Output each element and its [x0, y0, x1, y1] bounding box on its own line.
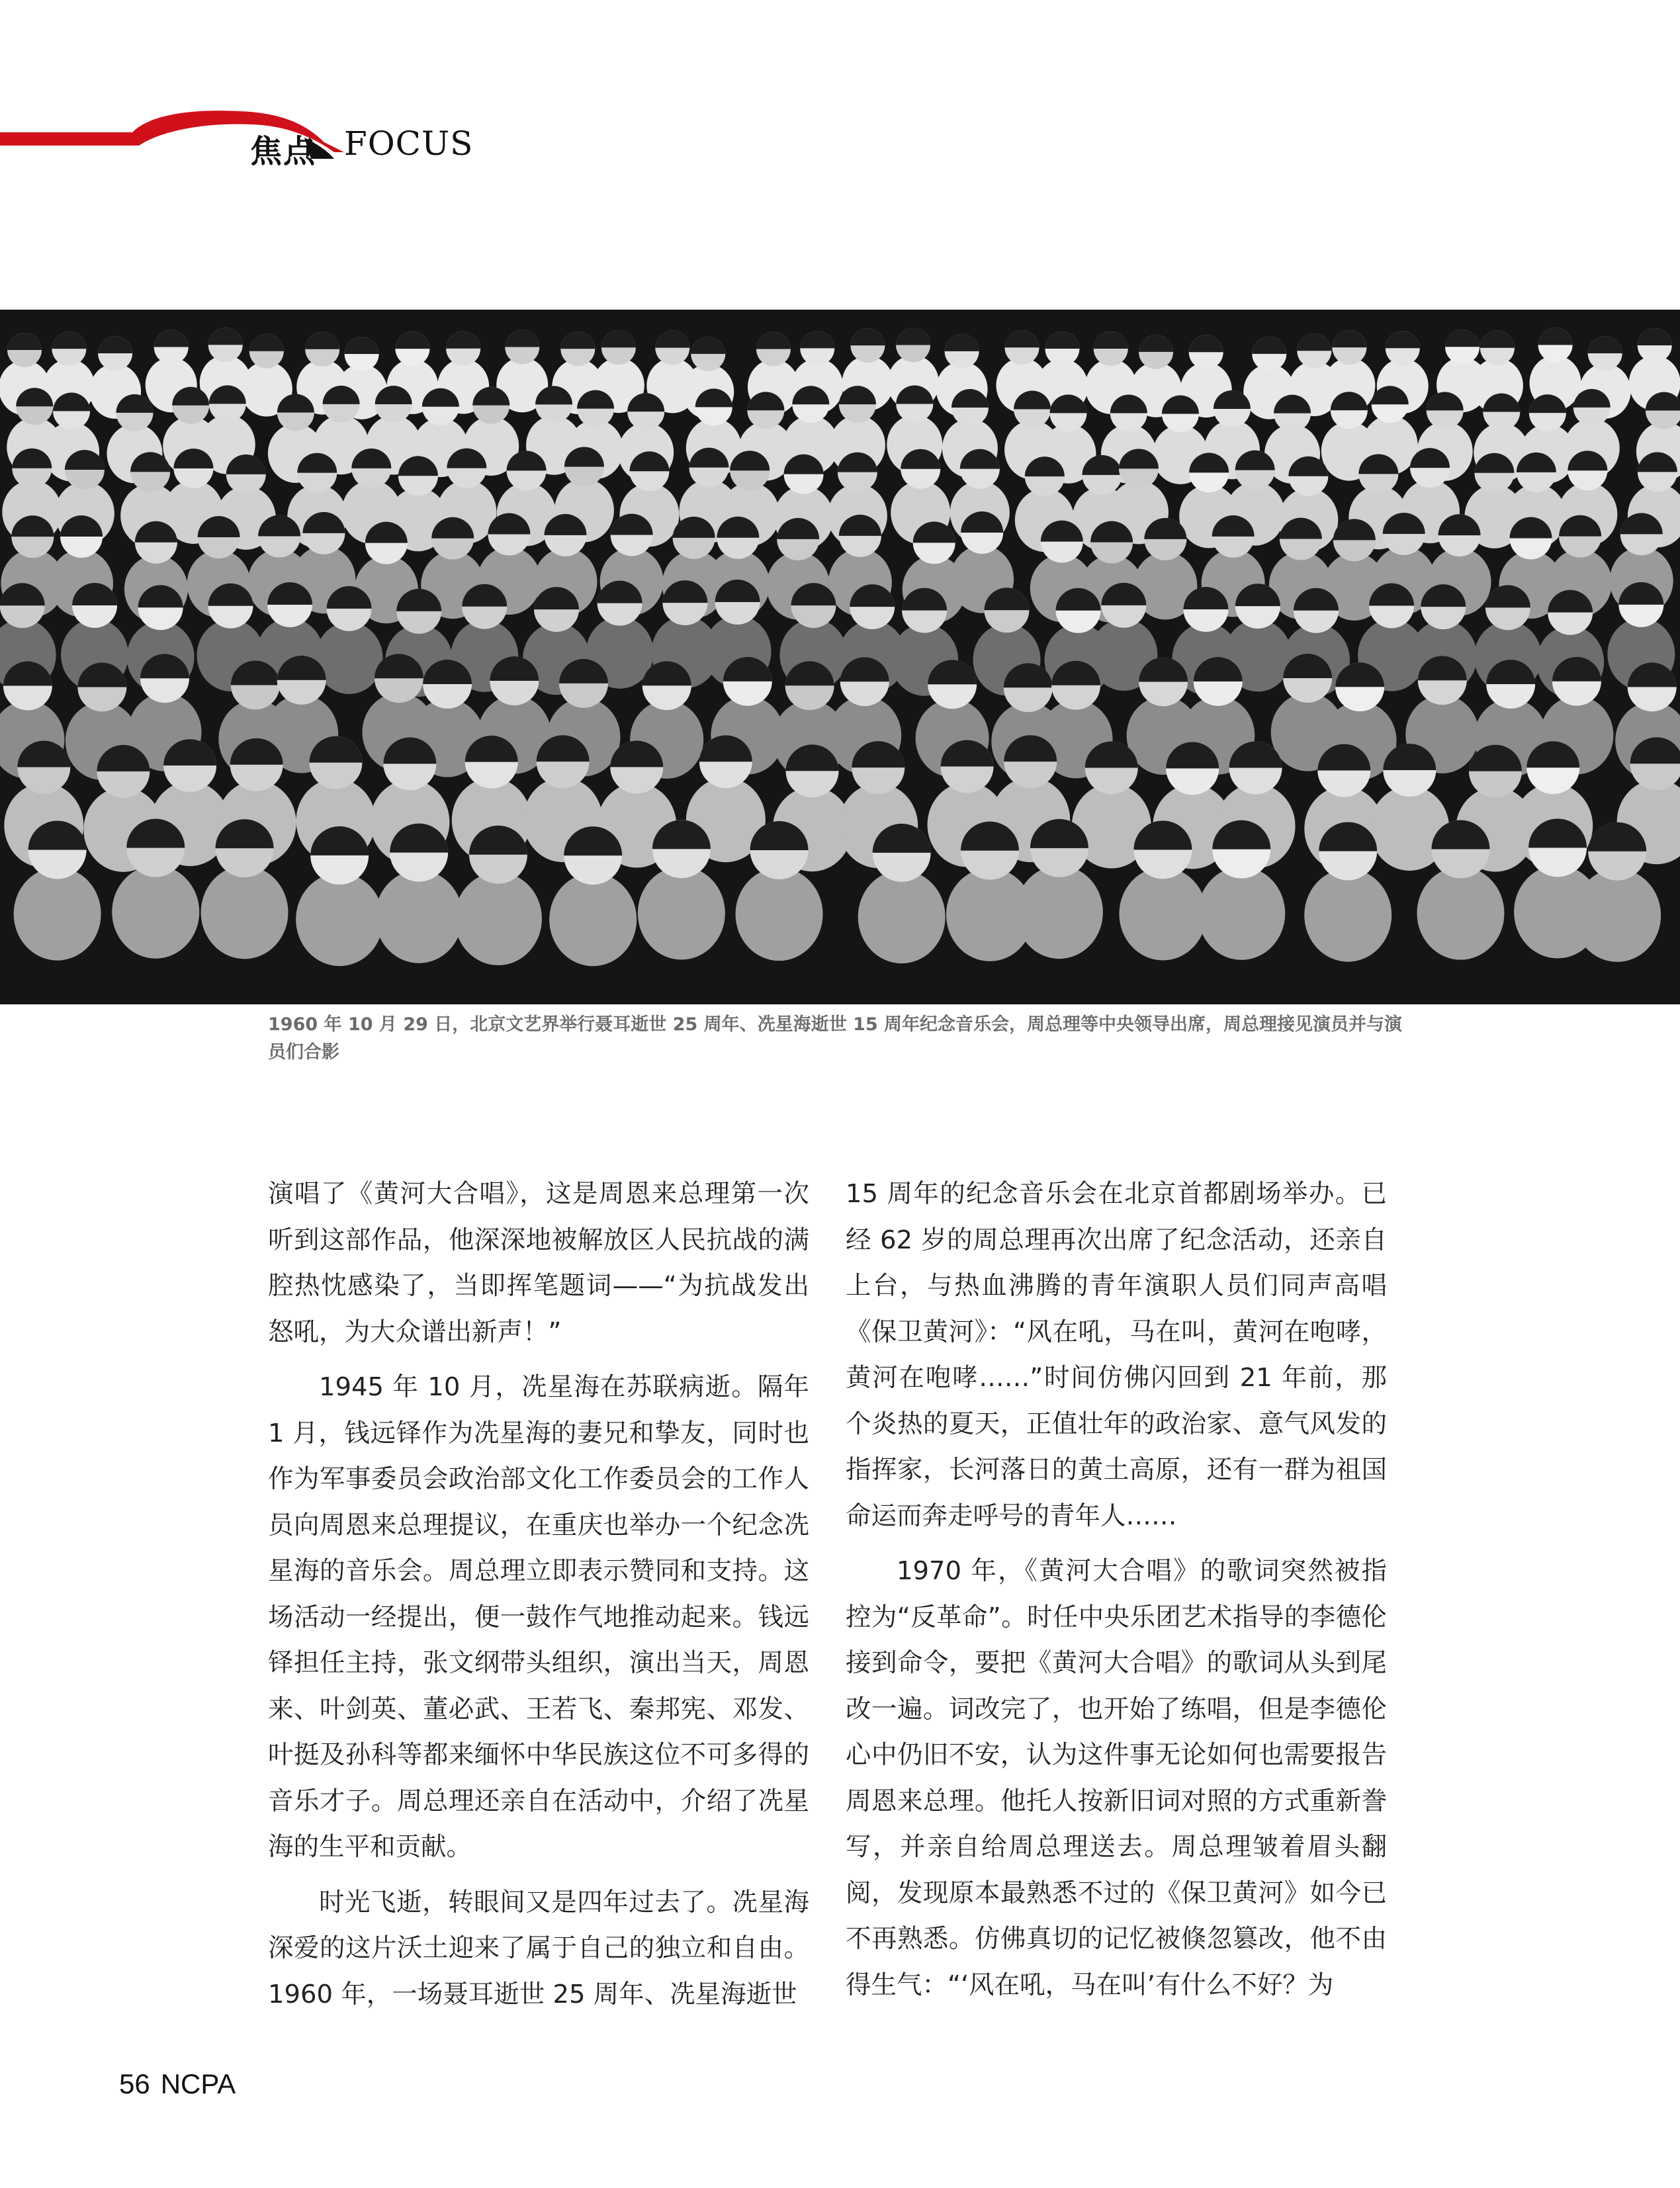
article-paragraph: 1945 年 10 月，冼星海在苏联病逝。隔年 1 月，钱远铎作为冼星海的妻兄和挚友，同时也作为军事委员会政治部文化工作委员会的工作人员向周恩来总理提议，在重庆也举办一个纪念冼星海的音乐会。周总理立即表示赞同和支持。这场活动一经提出，便一鼓作气地推动起来。钱远铎担任主持，张文纲带头组织，演出当天，周恩来、叶剑英、董必武、王若飞、秦邦宪、邓发、叶挺及孙科等都来缅怀中华民族这位不可多得的音乐才子。周总理还亲自在活动中，介绍了冼星海的生平和贡献。 — [268, 1372, 809, 1862]
page-footer — [119, 2068, 246, 2100]
photo-caption: 1960 年 10 月 29 日，北京文艺界举行聂耳逝世 25 周年、冼星海逝世 15 周年纪念音乐会，周总理等中央领导出席，周总理接见演员并与演员们合影 — [268, 1014, 1403, 1063]
article-paragraph: 1970 年，《黄河大合唱》的歌词突然被指控为“反革命”。时任中央乐团艺术指导的李德伦接到命令，要把《黄河大合唱》的歌词从头到尾改一遍。词改完了，也开始了练唱，但是李德伦心中仍旧不安，认为这件事无论如何也需要报告周恩来总理。他托人按新旧词对照的方式重新誊写，并亲自给周总理送去。周总理皱着眉头翻阅，发现原本最熟悉不过的《保卫黄河》如今已不再熟悉。仿佛真切的记忆被倏忽篡改，他不由得生气：“‘风在吼，马在叫’有什么不好？为 — [846, 1556, 1387, 2000]
group-photo-image — [0, 310, 1680, 1004]
article-column-right — [846, 1171, 1387, 2017]
section-title-en: FOCUS — [344, 124, 474, 163]
article-paragraph: 时光飞逝，转眼间又是四年过去了。冼星海深爱的这片沃土迎来了属于自己的独立和自由。1960 年，一场聂耳逝世 25 周年、冼星海逝世 — [268, 1887, 809, 2009]
article-column-left — [268, 1171, 809, 2027]
article-paragraph: 15 周年的纪念音乐会在北京首都剧场举办。已经 62 岁的周总理再次出席了纪念活动，还亲自上台，与热血沸腾的青年演职人员们同声高唱《保卫黄河》：“风在吼，马在叫，黄河在咆哮，黄河在咆哮……”时间仿佛闪回到 21 年前，那个炎热的夏天，正值壮年的政治家、意气风发的指挥家，长河落日的黄土高原，还有一群为祖国命运而奔走呼号的青年人…… — [846, 1179, 1387, 1531]
section-title-zh: 焦点 — [250, 133, 317, 170]
magazine-name: NCPA — [160, 2068, 236, 2099]
page-number: 56 — [119, 2068, 150, 2099]
article-paragraph: 演唱了《黄河大合唱》，这是周恩来总理第一次听到这部作品，他深深地被解放区人民抗战的满腔热忱感染了，当即挥笔题词——“为抗战发出怒吼，为大众谱出新声！” — [268, 1179, 809, 1347]
